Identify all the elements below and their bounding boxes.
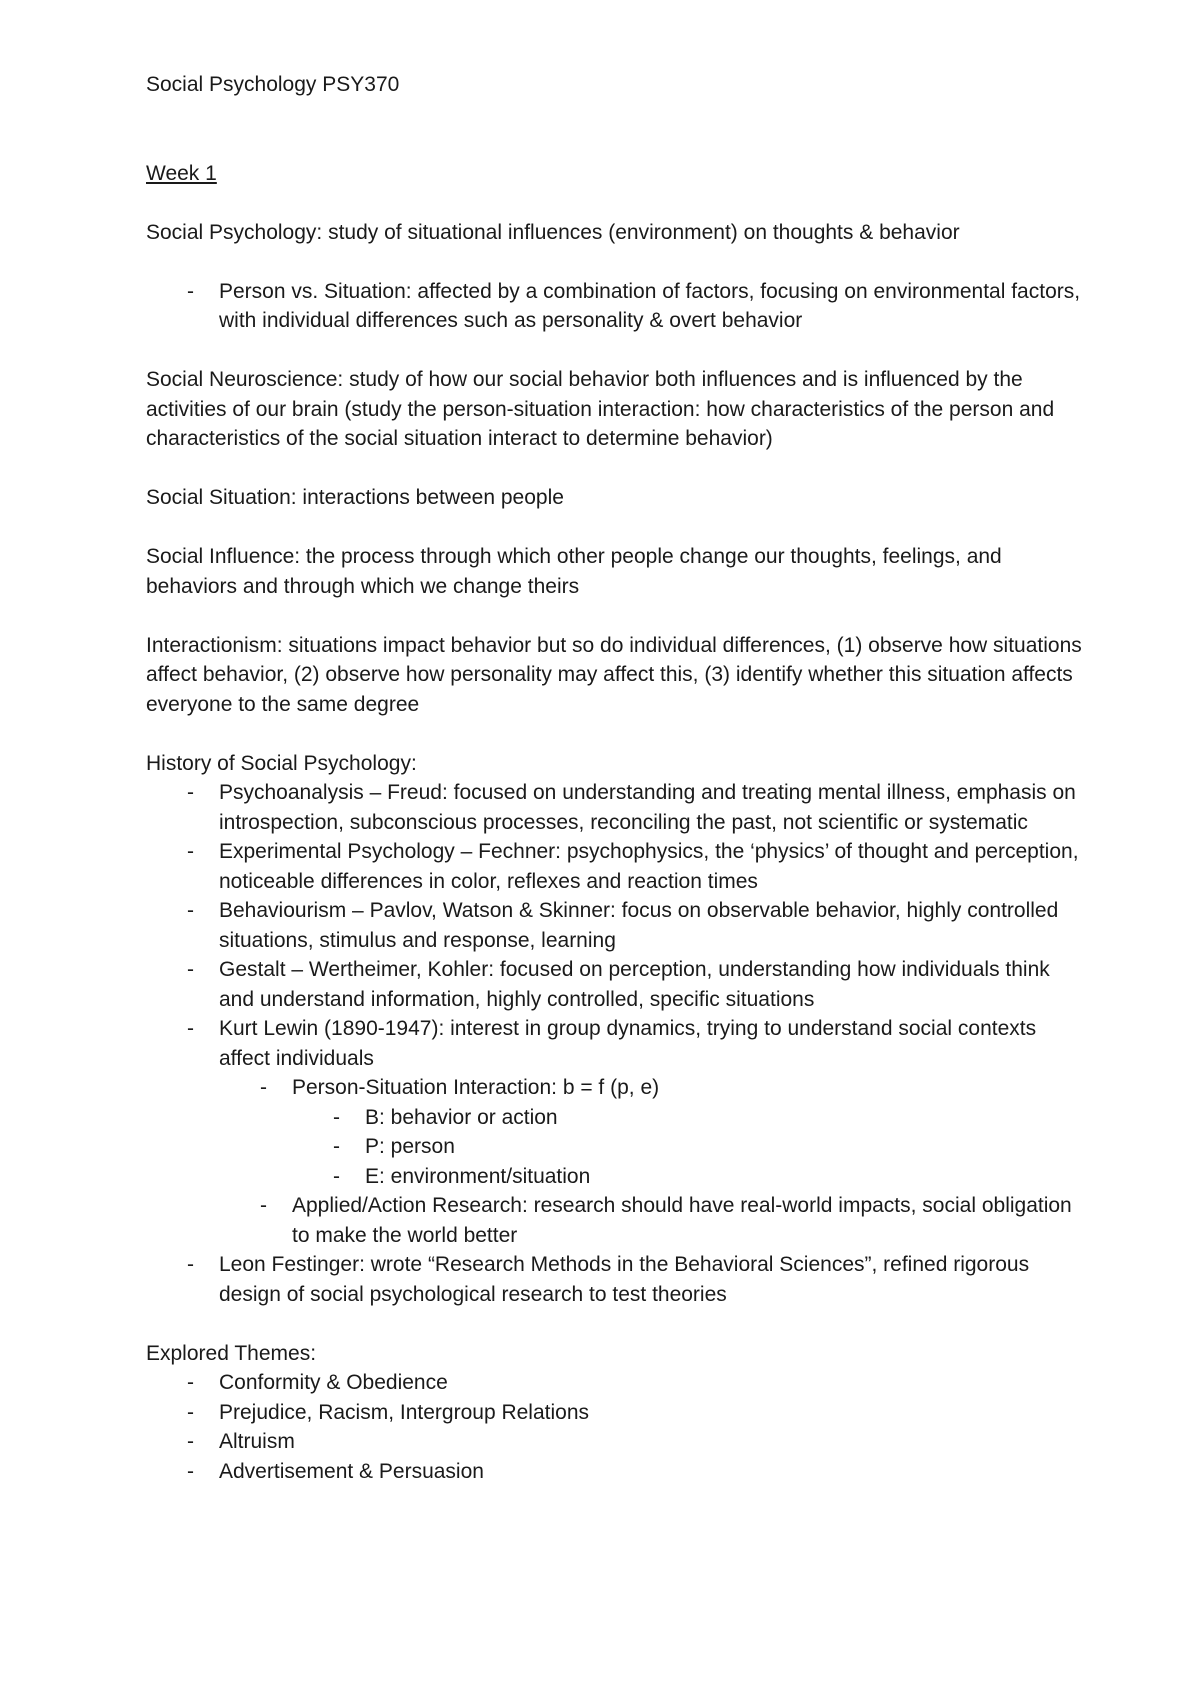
list-item-text: Altruism <box>219 1430 295 1453</box>
document-page <box>146 70 1086 1486</box>
list-item-text: Person-Situation Interaction: b = f (p, e) <box>292 1076 660 1099</box>
list-item-text: Applied/Action Research: research should have real-world impacts, social obligation to make the world better <box>292 1194 1072 1247</box>
list-item <box>146 1427 1086 1457</box>
dash-bullet: - <box>187 279 194 303</box>
dash-bullet: - <box>187 1430 194 1453</box>
dash-bullet: - <box>187 899 194 922</box>
list-item-text: Behaviourism – Pavlov, Watson & Skinner: focus on observable behavior, highly controlled situations, stimulus and response, learning <box>219 899 1059 952</box>
list-item <box>146 896 1086 955</box>
list-item <box>146 955 1086 1014</box>
list-item-text: Conformity & Obedience <box>219 1371 448 1394</box>
dash-bullet: - <box>187 1017 194 1040</box>
dash-bullet: - <box>187 1253 194 1276</box>
dash-bullet: - <box>187 958 194 981</box>
document-header: Social Psychology PSY370 <box>146 73 400 96</box>
social-situation-definition: Social Situation: interactions between people <box>146 486 564 509</box>
list-item <box>146 1191 1086 1250</box>
list-item-text: Prejudice, Racism, Intergroup Relations <box>219 1400 590 1424</box>
dash-bullet: - <box>187 781 194 804</box>
dash-bullet: - <box>187 1400 194 1424</box>
list-item-text: Kurt Lewin (1890-1947): interest in group dynamics, trying to understand social contexts affect individuals <box>219 1017 1037 1070</box>
list-item-text: E: environment/situation <box>365 1164 591 1188</box>
list-item <box>146 1398 1086 1428</box>
list-item-text: Experimental Psychology – Fechner: psychophysics, the ‘physics’ of thought and perception, noticeable differences in color, reflexes and reaction times <box>219 840 1079 893</box>
list-item-text: P: person <box>365 1135 455 1158</box>
themes-list <box>146 1368 1086 1486</box>
themes-heading: Explored Themes: <box>146 1341 317 1365</box>
dash-bullet: - <box>333 1105 340 1129</box>
history-list <box>146 778 1086 1309</box>
list-item-text: Advertisement & Persuasion <box>219 1459 484 1483</box>
list-item-text: Gestalt – Wertheimer, Kohler: focused on perception, understanding how individuals think and understand information, highly controlled, specific situations <box>219 958 1050 1011</box>
list-item <box>146 1103 1086 1133</box>
list-item <box>146 778 1086 837</box>
dash-bullet: - <box>333 1164 340 1188</box>
list-item-text: Person vs. Situation: affected by a combination of factors, focusing on environmental factors, with individual differences such as personality & overt behavior <box>219 279 1081 332</box>
dash-bullet: - <box>333 1135 340 1158</box>
list-item <box>146 1250 1086 1309</box>
social-neuroscience-definition: Social Neuroscience: study of how our social behavior both influences and is influenced by the activities of our brain (study the person-situation interaction: how characteristics of the person and characteristics of the social situation interact to determine behavior) <box>146 368 1055 450</box>
list-item <box>146 1162 1086 1192</box>
list-item <box>146 277 1086 336</box>
dash-bullet: - <box>187 840 194 863</box>
dash-bullet: - <box>260 1076 267 1099</box>
interactionism-definition: Interactionism: situations impact behavior but so do individual differences, (1) observe how situations affect behavior, (2) observe how personality may affect this, (3) identify whether this situation affects everyone to the same degree <box>146 633 1082 716</box>
list-item <box>146 1073 1086 1103</box>
list-item <box>146 837 1086 896</box>
list-item <box>146 1368 1086 1398</box>
list-item-text: B: behavior or action <box>365 1105 558 1129</box>
history-heading: History of Social Psychology: <box>146 751 417 775</box>
list-item-text: Leon Festinger: wrote “Research Methods in the Behavioral Sciences”, refined rigorous design of social psychological research to test theories <box>219 1253 1030 1306</box>
dash-bullet: - <box>260 1194 267 1217</box>
social-influence-definition: Social Influence: the process through which other people change our thoughts, feelings, and behaviors and through which we change theirs <box>146 545 1002 598</box>
list-item <box>146 1457 1086 1487</box>
dash-bullet: - <box>187 1371 194 1394</box>
list-item <box>146 1014 1086 1073</box>
week-heading: Week 1 <box>146 161 217 185</box>
list-item-text: Psychoanalysis – Freud: focused on understanding and treating mental illness, emphasis on introspection, subconscious processes, reconciling the past, not scientific or systematic <box>219 781 1076 834</box>
person-situation-list <box>146 277 1086 336</box>
dash-bullet: - <box>187 1459 194 1483</box>
social-psychology-definition: Social Psychology: study of situational influences (environment) on thoughts & behavior <box>146 220 960 244</box>
list-item <box>146 1132 1086 1162</box>
